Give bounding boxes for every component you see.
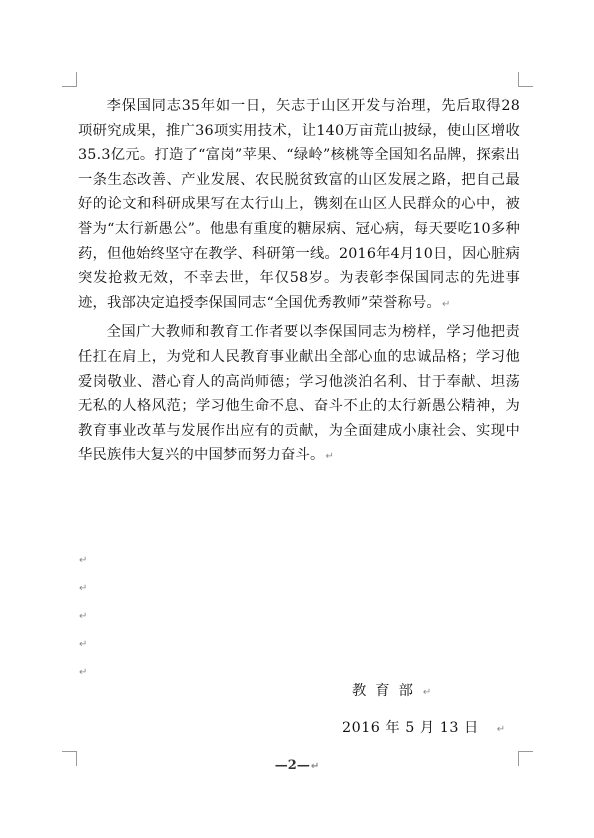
- paragraph-mark: ↵: [422, 687, 441, 698]
- paragraph-1: [78, 94, 520, 317]
- paragraph-2: [78, 320, 520, 470]
- top-right-margin-mark: [518, 72, 533, 87]
- paragraph-mark: ↵: [325, 451, 335, 463]
- empty-line: [78, 600, 87, 628]
- signature-org-text: 教育部: [352, 683, 422, 699]
- empty-line: [78, 628, 87, 656]
- page-number: [0, 758, 594, 773]
- empty-lines: [78, 544, 87, 684]
- page-number-text: —2—: [274, 758, 310, 773]
- signature-organization: [352, 681, 440, 703]
- paragraph-mark: ↵: [310, 761, 320, 772]
- empty-line: [78, 544, 87, 572]
- top-left-margin-mark: [62, 72, 77, 87]
- paragraph-1-text: 李保国同志35年如一日，矢志于山区开发与治理，先后取得28项研究成果，推广36项实用技术，让140万亩荒山披绿，使山区增收35.3亿元。打造了“富岗”苹果、“绿岭”核桃等全国知名品牌，探索出一条生态改善、产业发展、农民脱贫致富的山区发展之路，把自己最好的论文和科研成果写在太行山上，镌刻在山区人民群众的心中，被誉为“太行新愚公”。他患有重度的糖尿病、冠心病，每天要吃10多种药，但他始终坚守在教学、科研第一线。2016年4月10日，因心脏病突发抢救无效，不幸去世，年仅58岁。为表彰李保国同志的先进事迹，我部决定追授李保国同志“全国优秀教师”荣誉称号。: [78, 98, 520, 311]
- paragraph-mark: ↵: [79, 555, 88, 566]
- empty-line: [78, 572, 87, 600]
- paragraph-mark: ↵: [79, 639, 88, 650]
- paragraph-mark: ↵: [79, 583, 88, 594]
- signature-date-text: 2016 年 5 月 13 日: [342, 720, 479, 736]
- paragraph-mark: ↵: [441, 298, 451, 310]
- document-body[interactable]: [78, 94, 520, 470]
- paragraph-mark: ↵: [79, 667, 88, 678]
- empty-line: [78, 656, 87, 684]
- paragraph-2-text: 全国广大教师和教育工作者要以李保国同志为榜样，学习他把责任扛在肩上，为党和人民教育事业献出全部心血的忠诚品格；学习他爱岗敬业、潜心育人的高尚师德；学习他淡泊名利、甘于奉献、坦荡无私的人格风范；学习他生命不息、奋斗不止的太行新愚公精神，为教育事业改革与发展作出应有的贡献，为全面建成小康社会、实现中华民族伟大复兴的中国梦而努力奋斗。: [78, 324, 520, 464]
- paragraph-mark: ↵: [496, 724, 506, 735]
- signature-date: [342, 718, 506, 740]
- paragraph-mark: ↵: [79, 611, 88, 622]
